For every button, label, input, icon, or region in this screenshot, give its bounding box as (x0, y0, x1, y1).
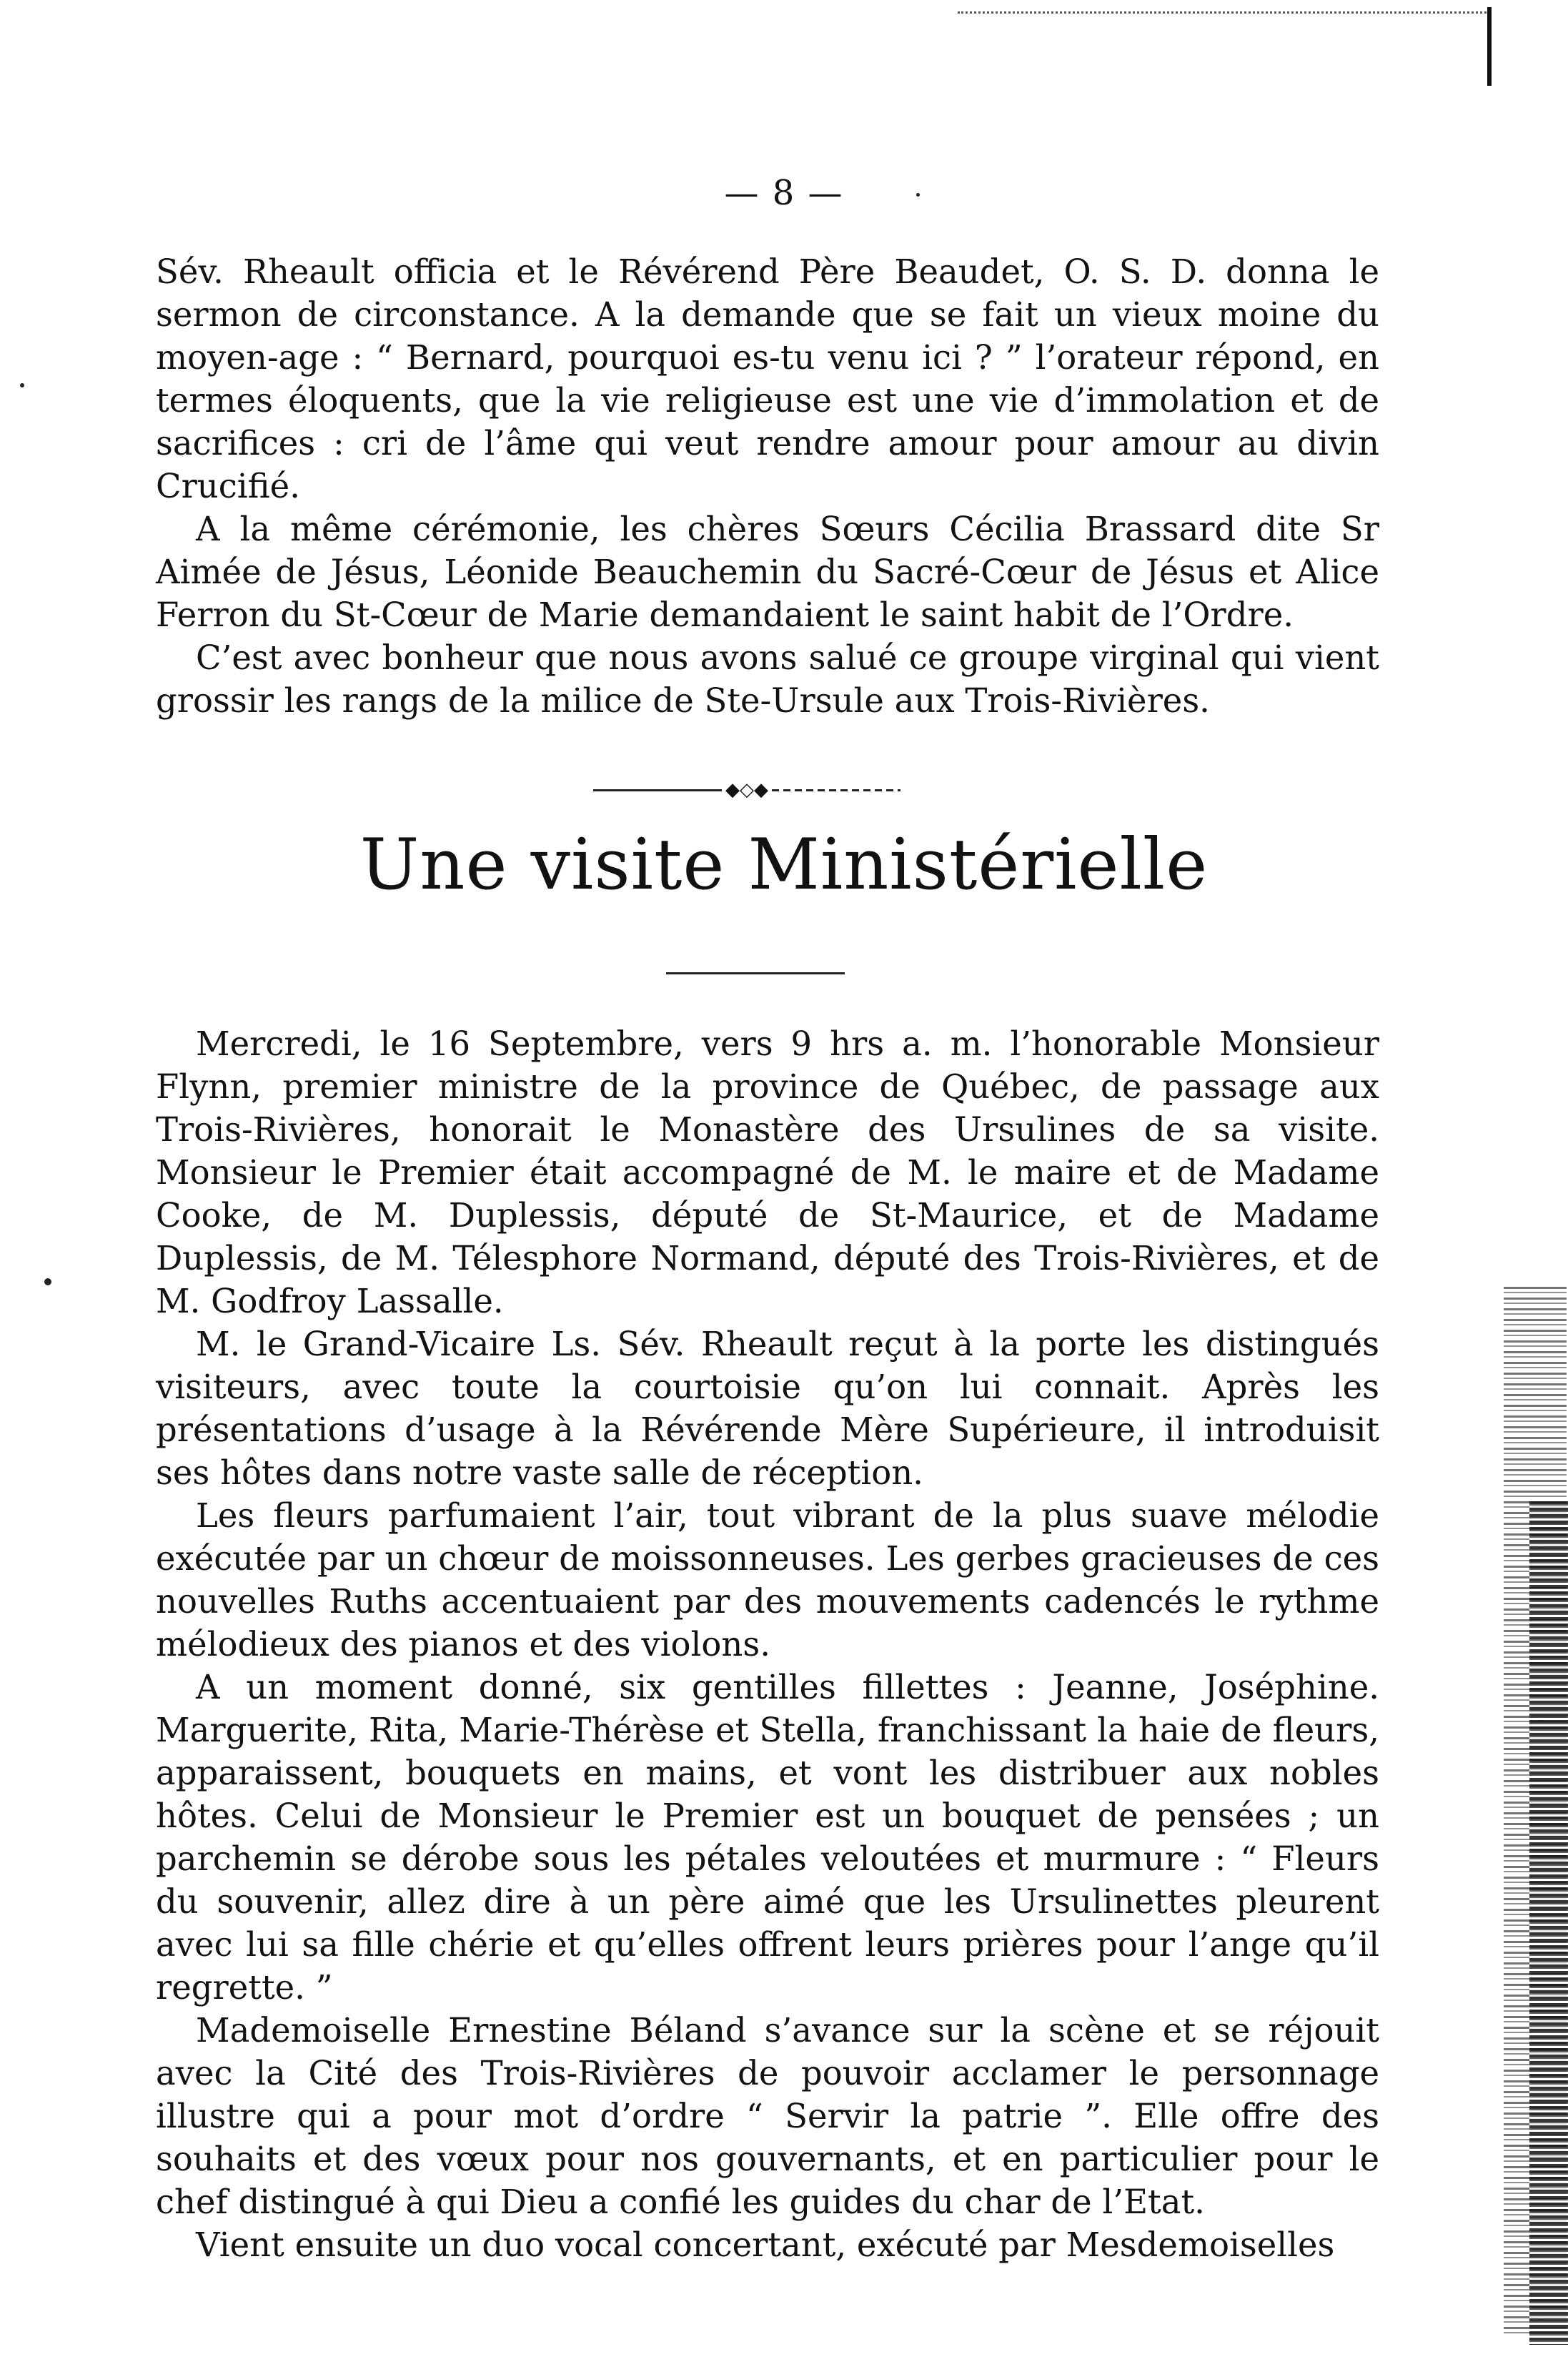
paragraph: Vient ensuite un duo vocal concertant, exécuté par Mesdemoiselles (196, 2225, 1335, 2264)
paragraph: C’est avec bonheur que nous avons salué ce groupe virginal qui vient grossir les rangs de la milice de Ste-Ursule aux Trois-Rivières. (156, 638, 1379, 720)
top-text-block (156, 250, 1379, 722)
divider-line (772, 789, 900, 791)
scan-edge-bar (1487, 7, 1492, 86)
page-number: — 8 — (724, 173, 844, 213)
heading-rule (666, 972, 845, 974)
paragraph: Mademoiselle Ernestine Béland s’avance sur la scène et se réjouit avec la Cité des Trois-Rivières de pouvoir acclamer le personnage illustre qui a pour mot d’ordre “ Servir la patrie ”. Elle offre des souhaits et des vœux pour nos gouvernants, et en particulier pour le chef distingué à qui Dieu a confié les guides du char de l’Etat. (156, 2011, 1379, 2221)
scan-edge-noise-dense (1529, 1501, 1568, 2345)
bottom-text-block (156, 1022, 1379, 2266)
divider-line (593, 789, 722, 791)
scan-edge-line (958, 11, 1490, 14)
scan-speck (44, 1278, 51, 1285)
paragraph: Mercredi, le 16 Septembre, vers 9 hrs a. m. l’honorable Monsieur Flynn, premier ministre de la province de Québec, de passage aux Trois-Rivières, honorait le Monastère des Ursulines de sa visite. Monsieur le Premier était accompagné de M. le maire et de Madame Cooke, de M. Duplessis, député de St-Maurice, et de Madame Duplessis, de M. Télesphore Normand, député des Trois-Rivières, et de M. Godfroy Lassalle. (156, 1024, 1379, 1320)
paragraph: Les fleurs parfumaient l’air, tout vibrant de la plus suave mélodie exécutée par un chœur de moissonneuses. Les gerbes gracieuses de ces nouvelles Ruths accentuaient par des mouvements cadencés le rythme mélodieux des pianos et des violons. (156, 1496, 1379, 1664)
scan-speck (20, 383, 24, 387)
paragraph: M. le Grand-Vicaire Ls. Sév. Rheault reçut à la porte les distingués visiteurs, avec toute la courtoisie qu’on lui connait. Après les présentations d’usage à la Révérende Mère Supérieure, il introduisit ses hôtes dans notre vaste salle de réception. (156, 1325, 1379, 1492)
section-heading: Une visite Ministérielle (359, 824, 1209, 906)
paragraph: Sév. Rheault officia et le Révérend Père Beaudet, O. S. D. donna le sermon de circonstance. A la demande que se fait un vieux moine du moyen-age : “ Bernard, pourquoi es-tu venu ici ? ” l’orateur répond, en termes éloquents, que la vie religieuse est une vie d’immolation et de sacrifices : cri de l’âme qui veut rendre amour pour amour au divin Crucifié. (156, 252, 1379, 505)
paragraph: A un moment donné, six gentilles fillettes : Jeanne, Joséphine. Marguerite, Rita, Marie-Thérèse et Stella, franchissant la haie de fleurs, apparaissent, bouquets en mains, et vont les distribuer aux nobles hôtes. Celui de Monsieur le Premier est un bouquet de pensées ; un parchemin se dérobe sous les pétales veloutées et murmure : “ Fleurs du souvenir, allez dire à un père aimé que les Ursulinettes pleurent avec lui sa fille chérie et qu’elles offrent leurs prières pour l’ange qu’il regrette. ” (156, 1668, 1379, 2007)
section-divider (593, 781, 900, 799)
divider-ornament: ◆◇◆ (725, 779, 768, 801)
paragraph: A la même cérémonie, les chères Sœurs Cécilia Brassard dite Sr Aimée de Jésus, Léonide Beauchemin du Sacré-Cœur de Jésus et Alice Ferron du St-Cœur de Marie demandaient le saint habit de l’Ordre. (156, 510, 1379, 634)
